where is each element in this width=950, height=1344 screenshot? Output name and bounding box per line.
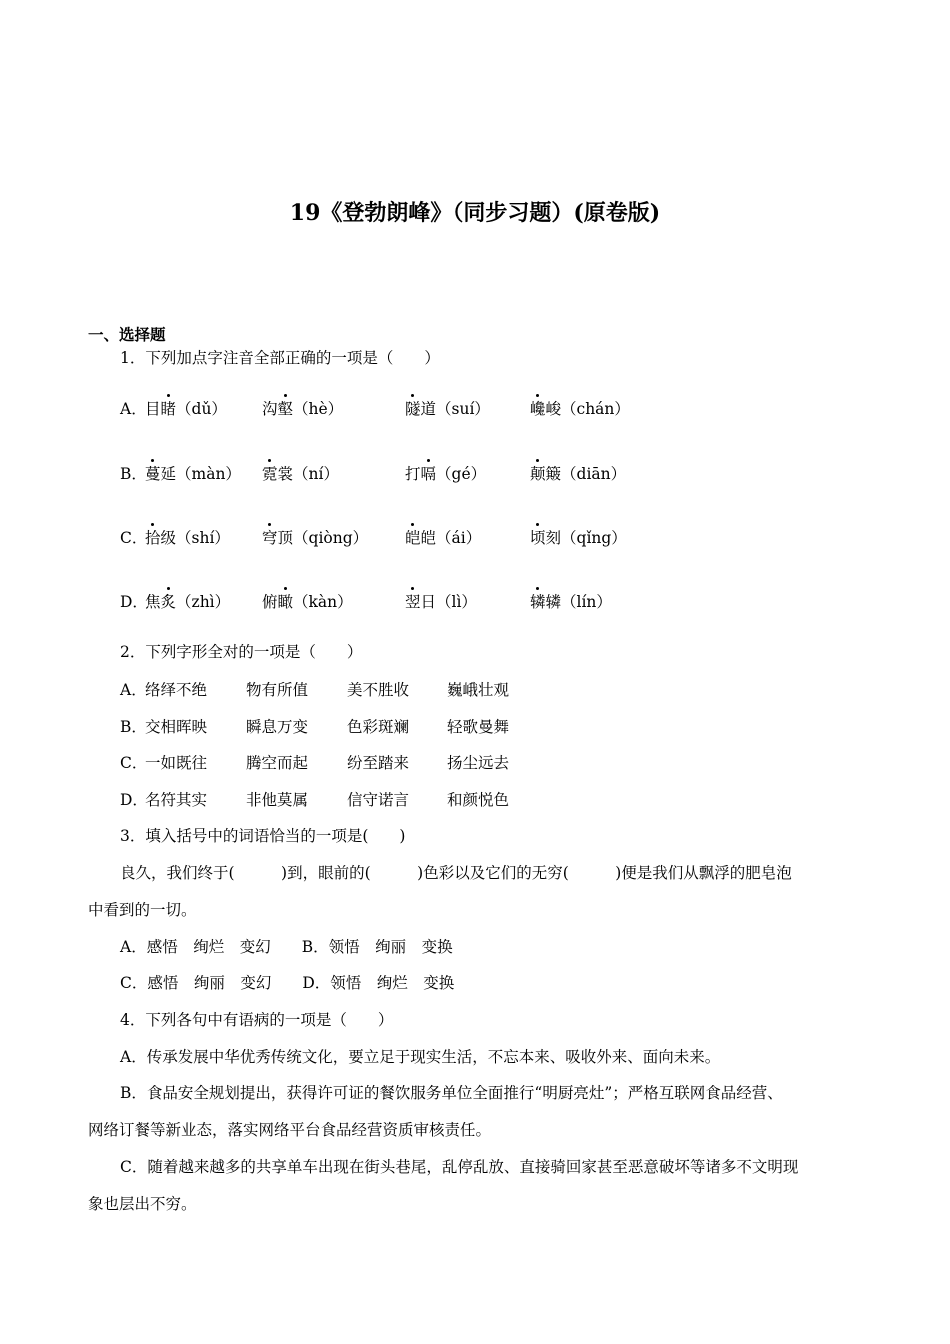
- dotted-character: 皑: [405, 529, 421, 547]
- dotted-character: 巉: [530, 400, 546, 418]
- dotted-character: 辚: [530, 593, 546, 611]
- option-word: 瞬息万变: [246, 718, 309, 736]
- option-word: [145, 397, 227, 419]
- option-word: 美不胜收: [347, 681, 410, 699]
- word-prefix: 焦: [145, 593, 161, 611]
- dotted-character: 瞰: [277, 593, 294, 611]
- question-3-passage: 良久，我们终于( )到，眼前的( )色彩以及它们的无穷( )便是我们从飘浮的肥皂泡: [120, 864, 792, 882]
- option-word: 和颜悦色: [447, 791, 510, 809]
- word-suffix-pinyin: 刻（qǐng）: [545, 529, 627, 547]
- option-word: 名符其实: [145, 791, 208, 809]
- option-word: [405, 397, 490, 419]
- question-4-stem: 4．下列各句中有语病的一项是（ ）: [120, 1011, 394, 1029]
- dotted-character: 蔓: [145, 465, 161, 483]
- option-label: C．: [120, 529, 148, 547]
- question-4-option-b-cont: 网络订餐等新业态，落实网络平台食品经营资质审核责任。: [88, 1121, 492, 1139]
- word-suffix-pinyin: 顶（qiòng）: [277, 529, 369, 547]
- word-suffix-pinyin: 辚（lín）: [545, 593, 612, 611]
- option-word: [262, 397, 343, 419]
- dotted-character: 翌: [405, 593, 421, 611]
- option-word: [262, 462, 339, 484]
- word-prefix: 目: [145, 400, 161, 418]
- question-3-options-ab: A．感悟 绚烂 变幻 B．领悟 绚丽 变换: [120, 938, 453, 956]
- word-suffix-pinyin: 道（suí）: [420, 400, 490, 418]
- dotted-character: 睹: [160, 400, 177, 418]
- option-word: 非他莫属: [246, 791, 309, 809]
- dotted-character: 穹: [262, 529, 278, 547]
- question-4-option-b: B．食品安全规划提出，获得许可证的餐饮服务单位全面推行“明厨亮灶”；严格互联网食品经营、: [120, 1084, 783, 1102]
- option-word: [530, 397, 630, 419]
- dotted-character: 炙: [160, 593, 177, 611]
- option-word: 一如既往: [145, 754, 208, 772]
- word-suffix-pinyin: （kàn）: [293, 593, 353, 611]
- option-word: [405, 590, 477, 612]
- word-suffix-pinyin: （dǔ）: [176, 400, 227, 418]
- word-suffix-pinyin: （gé）: [436, 465, 487, 483]
- option-word: [530, 526, 627, 548]
- word-suffix-pinyin: 峻（chán）: [545, 400, 630, 418]
- word-suffix-pinyin: 裳（ní）: [277, 465, 339, 483]
- option-label: A．: [120, 681, 147, 699]
- word-prefix: 打: [405, 465, 421, 483]
- section-heading: 一、选择题: [88, 325, 166, 344]
- dotted-character: 拾: [145, 529, 161, 547]
- option-word: 巍峨壮观: [447, 681, 510, 699]
- dotted-character: 霓: [262, 465, 278, 483]
- option-word: 色彩斑斓: [347, 718, 410, 736]
- word-prefix: 俯: [262, 593, 278, 611]
- word-prefix: 沟: [262, 400, 278, 418]
- question-3-stem: 3．填入括号中的词语恰当的一项是( ): [120, 827, 406, 845]
- option-word: [262, 590, 353, 612]
- dotted-character: 顷: [530, 529, 546, 547]
- page-title: 19《登勃朗峰》（同步习题）(原卷版): [289, 200, 661, 226]
- dotted-character: 颠: [530, 465, 546, 483]
- option-word: 腾空而起: [246, 754, 309, 772]
- option-word: [145, 526, 230, 548]
- question-3-passage-cont: 中看到的一切。: [88, 901, 197, 919]
- word-suffix-pinyin: （hè）: [293, 400, 344, 418]
- question-3-options-cd: C．感悟 绚丽 变幻 D．领悟 绚烂 变换: [120, 974, 455, 992]
- option-word: [262, 526, 368, 548]
- word-suffix-pinyin: （zhì）: [176, 593, 231, 611]
- question-2-stem: 2．下列字形全对的一项是（ ）: [120, 643, 363, 661]
- option-word: [405, 462, 486, 484]
- option-label: C．: [120, 754, 148, 772]
- option-word: 信守诺言: [347, 791, 410, 809]
- question-1-stem: 1．下列加点字注音全部正确的一项是（ ）: [120, 349, 440, 367]
- option-word: [145, 590, 230, 612]
- dotted-character: 嗝: [420, 465, 437, 483]
- option-word: 纷至踏来: [347, 754, 410, 772]
- option-label: B．: [120, 465, 147, 483]
- option-word: [145, 462, 241, 484]
- question-4-option-a: A．传承发展中华优秀传统文化，要立足于现实生活，不忘本来、吸收外来、面向未来。: [120, 1048, 721, 1066]
- dotted-character: 壑: [277, 400, 294, 418]
- option-word: 扬尘远去: [447, 754, 510, 772]
- word-suffix-pinyin: 簸（diān）: [545, 465, 627, 483]
- option-word: 物有所值: [246, 681, 309, 699]
- option-label: D．: [120, 791, 148, 809]
- option-word: [530, 462, 626, 484]
- word-suffix-pinyin: 皑（ái）: [420, 529, 482, 547]
- option-word: [530, 590, 612, 612]
- word-suffix-pinyin: 级（shí）: [160, 529, 230, 547]
- dotted-character: 隧: [405, 400, 421, 418]
- option-word: 轻歌曼舞: [447, 718, 510, 736]
- question-4-option-c-cont: 象也层出不穷。: [88, 1195, 197, 1213]
- option-label: D．: [120, 593, 148, 611]
- option-label: B．: [120, 718, 147, 736]
- word-suffix-pinyin: 日（lì）: [420, 593, 477, 611]
- option-label: A．: [120, 400, 147, 418]
- word-suffix-pinyin: 延（màn）: [160, 465, 241, 483]
- option-word: [405, 526, 481, 548]
- option-word: 交相晖映: [145, 718, 208, 736]
- question-4-option-c: C．随着越来越多的共享单车出现在街头巷尾，乱停乱放、直接骑回家甚至恶意破坏等诸多不文明现: [120, 1158, 799, 1176]
- option-word: 络绎不绝: [145, 681, 208, 699]
